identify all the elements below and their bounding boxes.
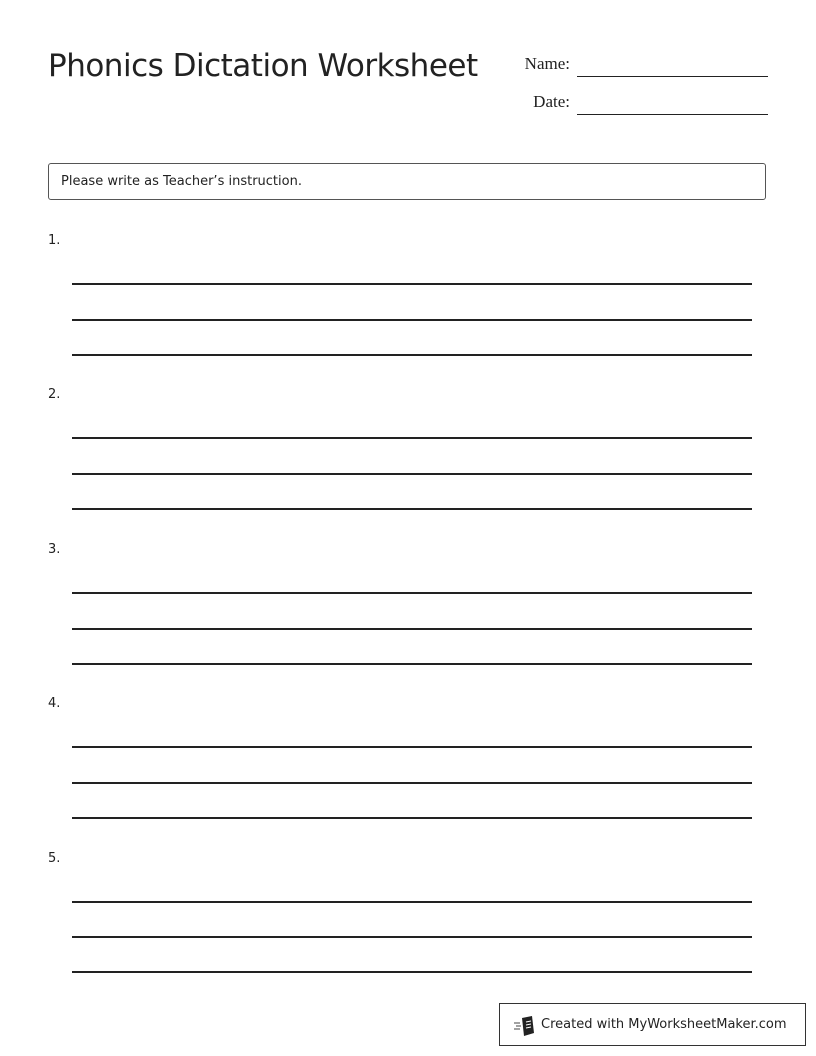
writing-line[interactable]	[72, 592, 752, 594]
page-title: Phonics Dictation Worksheet	[48, 48, 478, 84]
instruction-text: Please write as Teacher’s instruction.	[61, 174, 302, 189]
writing-line[interactable]	[72, 508, 752, 510]
footer-text: Created with MyWorksheetMaker.com	[541, 1017, 787, 1032]
writing-line[interactable]	[72, 437, 752, 439]
footer-credit[interactable]	[499, 1003, 806, 1046]
dictation-item	[48, 696, 758, 823]
writing-line[interactable]	[72, 473, 752, 475]
writing-line[interactable]	[72, 817, 752, 819]
writing-line[interactable]	[72, 354, 752, 356]
writing-line[interactable]	[72, 971, 752, 973]
name-label: Name:	[524, 54, 570, 73]
writing-line[interactable]	[72, 782, 752, 784]
item-number: 2.	[48, 387, 61, 402]
writing-line[interactable]	[72, 936, 752, 938]
writing-line[interactable]	[72, 663, 752, 665]
dictation-item	[48, 233, 758, 360]
item-number: 4.	[48, 696, 61, 711]
date-line[interactable]	[577, 98, 768, 115]
writing-line[interactable]	[72, 746, 752, 748]
writing-line[interactable]	[72, 901, 752, 903]
instruction-box	[48, 163, 766, 200]
item-number: 3.	[48, 542, 61, 557]
writing-line[interactable]	[72, 628, 752, 630]
item-number: 5.	[48, 851, 61, 866]
writing-line[interactable]	[72, 283, 752, 285]
dictation-item	[48, 542, 758, 669]
dictation-item	[48, 851, 758, 978]
item-number: 1.	[48, 233, 61, 248]
name-line[interactable]	[577, 60, 768, 77]
dictation-item	[48, 387, 758, 514]
date-label: Date:	[533, 92, 570, 111]
writing-line[interactable]	[72, 319, 752, 321]
worksheet-logo-icon	[514, 1016, 536, 1036]
